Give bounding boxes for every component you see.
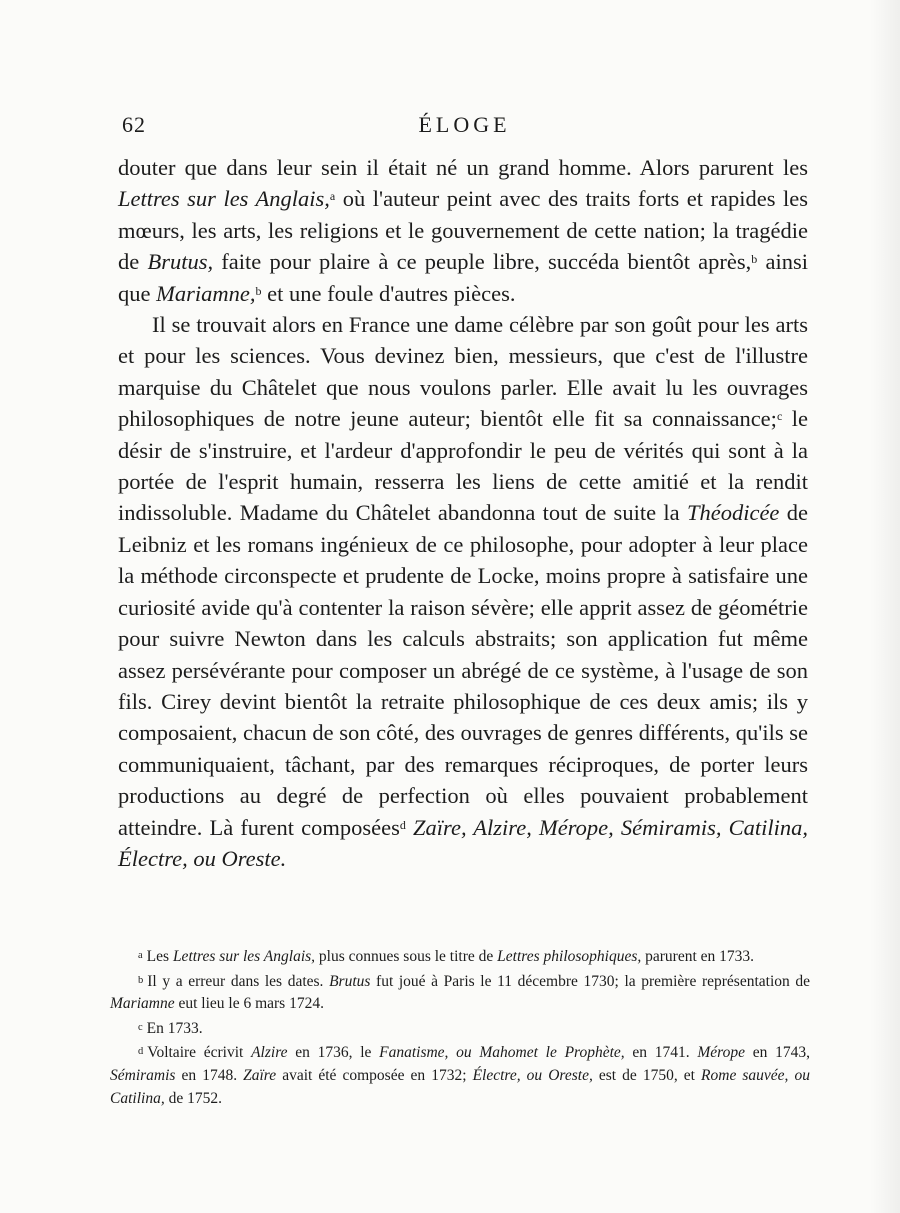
text-run: Il y a erreur dans les dates.: [147, 972, 330, 990]
text-run: en 1743,: [745, 1044, 810, 1062]
footnote-ref-b[interactable]: b: [255, 283, 262, 298]
footnote-ref-c[interactable]: c: [776, 409, 783, 424]
italic-title-brutus: Brutus,: [147, 249, 214, 275]
footnote-ref-b[interactable]: b: [751, 252, 758, 267]
italic-title: Électre, ou Oreste,: [472, 1066, 593, 1084]
italic-title: Lettres philosophiques,: [497, 948, 642, 965]
footnote-b: [110, 971, 810, 1016]
footnote-ref-d[interactable]: d: [399, 817, 406, 832]
text-run: en 1748.: [175, 1066, 244, 1084]
text-run: et une foule d'autres pièces.: [261, 280, 516, 306]
footnotes: [110, 946, 810, 1112]
text-run: en 1741.: [624, 1044, 698, 1062]
italic-title: Mariamne: [110, 995, 175, 1013]
text-run: est de 1750, et: [592, 1066, 702, 1084]
text-run: eut lieu le 6 mars 1724.: [174, 995, 324, 1013]
page-number: 62: [122, 112, 146, 137]
text-run: Il se trouvait alors en France une dame célèbre par son goût pour les arts et pour les sciences. Vous devinez bien, messieurs, que c'est de l'illustre marquise du Châtelet que nous voulons parler. Elle avait lu les ouvrages philosophiques de notre jeune auteur; bientôt elle fit sa connaissance;: [118, 312, 808, 432]
text-run: douter que dans leur sein il était né un grand homme. Alors parurent les: [118, 155, 808, 180]
body-text: [118, 152, 808, 874]
footnote-d: [110, 1042, 810, 1110]
text-run: le désir de s'instruire, et l'ardeur d'approfondir le peu de vérités qui sont à la portée de l'esprit humain, resserra les liens de cette amitié et la rendit indissoluble. Madame du Châtelet abandonna tout de suite la: [118, 406, 808, 526]
paragraph-1: [118, 152, 808, 309]
footnote-mark: b: [138, 974, 144, 986]
text-run: avait été composée en 1732;: [276, 1066, 473, 1084]
footnote-mark: a: [138, 950, 143, 961]
text-run: Les: [146, 948, 173, 965]
footnote-mark: c: [138, 1021, 143, 1033]
italic-title-mariamne: Mariamne,: [156, 280, 256, 306]
italic-title: Lettres sur les Anglais,: [172, 948, 316, 965]
text-run: En 1733.: [146, 1019, 203, 1037]
italic-title-lettres-sur-les-anglais: Lettres sur les Anglais,: [118, 186, 330, 212]
text-run: en 1736, le: [287, 1044, 380, 1062]
text-run: parurent en 1733.: [641, 948, 755, 965]
running-title: ÉLOGE: [418, 112, 511, 137]
text-run: Voltaire écrivit: [147, 1044, 252, 1062]
text-run: où l'auteur peint avec des traits forts et rapides les mœurs, les arts, les religions et le gouvernement de cette nation; la tragédie de: [118, 186, 808, 275]
page-edge-shadow: [870, 0, 900, 1213]
paragraph-2: [118, 309, 808, 874]
footnote-a: [110, 946, 810, 969]
italic-title: Fanatisme, ou Mahomet le Prophète,: [379, 1044, 625, 1062]
text-run: faite pour plaire à ce peuple libre, succéda bientôt après,: [213, 249, 752, 275]
footnote-mark: d: [138, 1046, 144, 1058]
footnote-ref-a[interactable]: a: [329, 189, 336, 204]
text-run: de 1752.: [164, 1089, 222, 1107]
italic-title: Brutus: [329, 972, 371, 990]
italic-title: Sémiramis: [110, 1066, 176, 1084]
italic-title: Zaïre: [243, 1066, 277, 1084]
text-run: plus connues sous le titre de: [315, 948, 498, 965]
text-run: ainsi que: [118, 249, 808, 306]
italic-title: Alzire: [251, 1044, 288, 1062]
page-header: [122, 112, 807, 142]
text-run: de Leibniz et les romans ingénieux de ce philosophe, pour adopter à leur place la méthode circonspecte et prudente de Locke, moins propre à satisfaire une curiosité avide qu'à contenter la raison sévère; elle apprit assez de géométrie pour suivre Newton dans les calculs abstraits; son application fut même assez persévérante pour composer un abrégé de ce système, à l'usage de son fils. Cirey devint bientôt la retraite philosophique de ces deux amis; ils y composaient, chacun de son côté, des ouvrages de genres différents, qu'ils se communiquaient, tâchant, par des remarques réciproques, de porter leurs productions au degré de perfection où elles pouvaient probablement atteindre. Là furent composées: [118, 500, 808, 840]
text-run: fut joué à Paris le 11 décembre 1730; la première représentation de: [370, 972, 810, 990]
italic-title: Mérope: [697, 1044, 746, 1062]
footnote-c: [110, 1018, 810, 1041]
italic-title: Rome sauvée, ou Catilina,: [110, 1066, 810, 1107]
italic-title-theodicee: Théodicée: [686, 500, 780, 526]
italic-work-list: Zaïre, Alzire, Mérope, Sémiramis, Catilina, Électre, ou Oreste.: [118, 814, 808, 871]
